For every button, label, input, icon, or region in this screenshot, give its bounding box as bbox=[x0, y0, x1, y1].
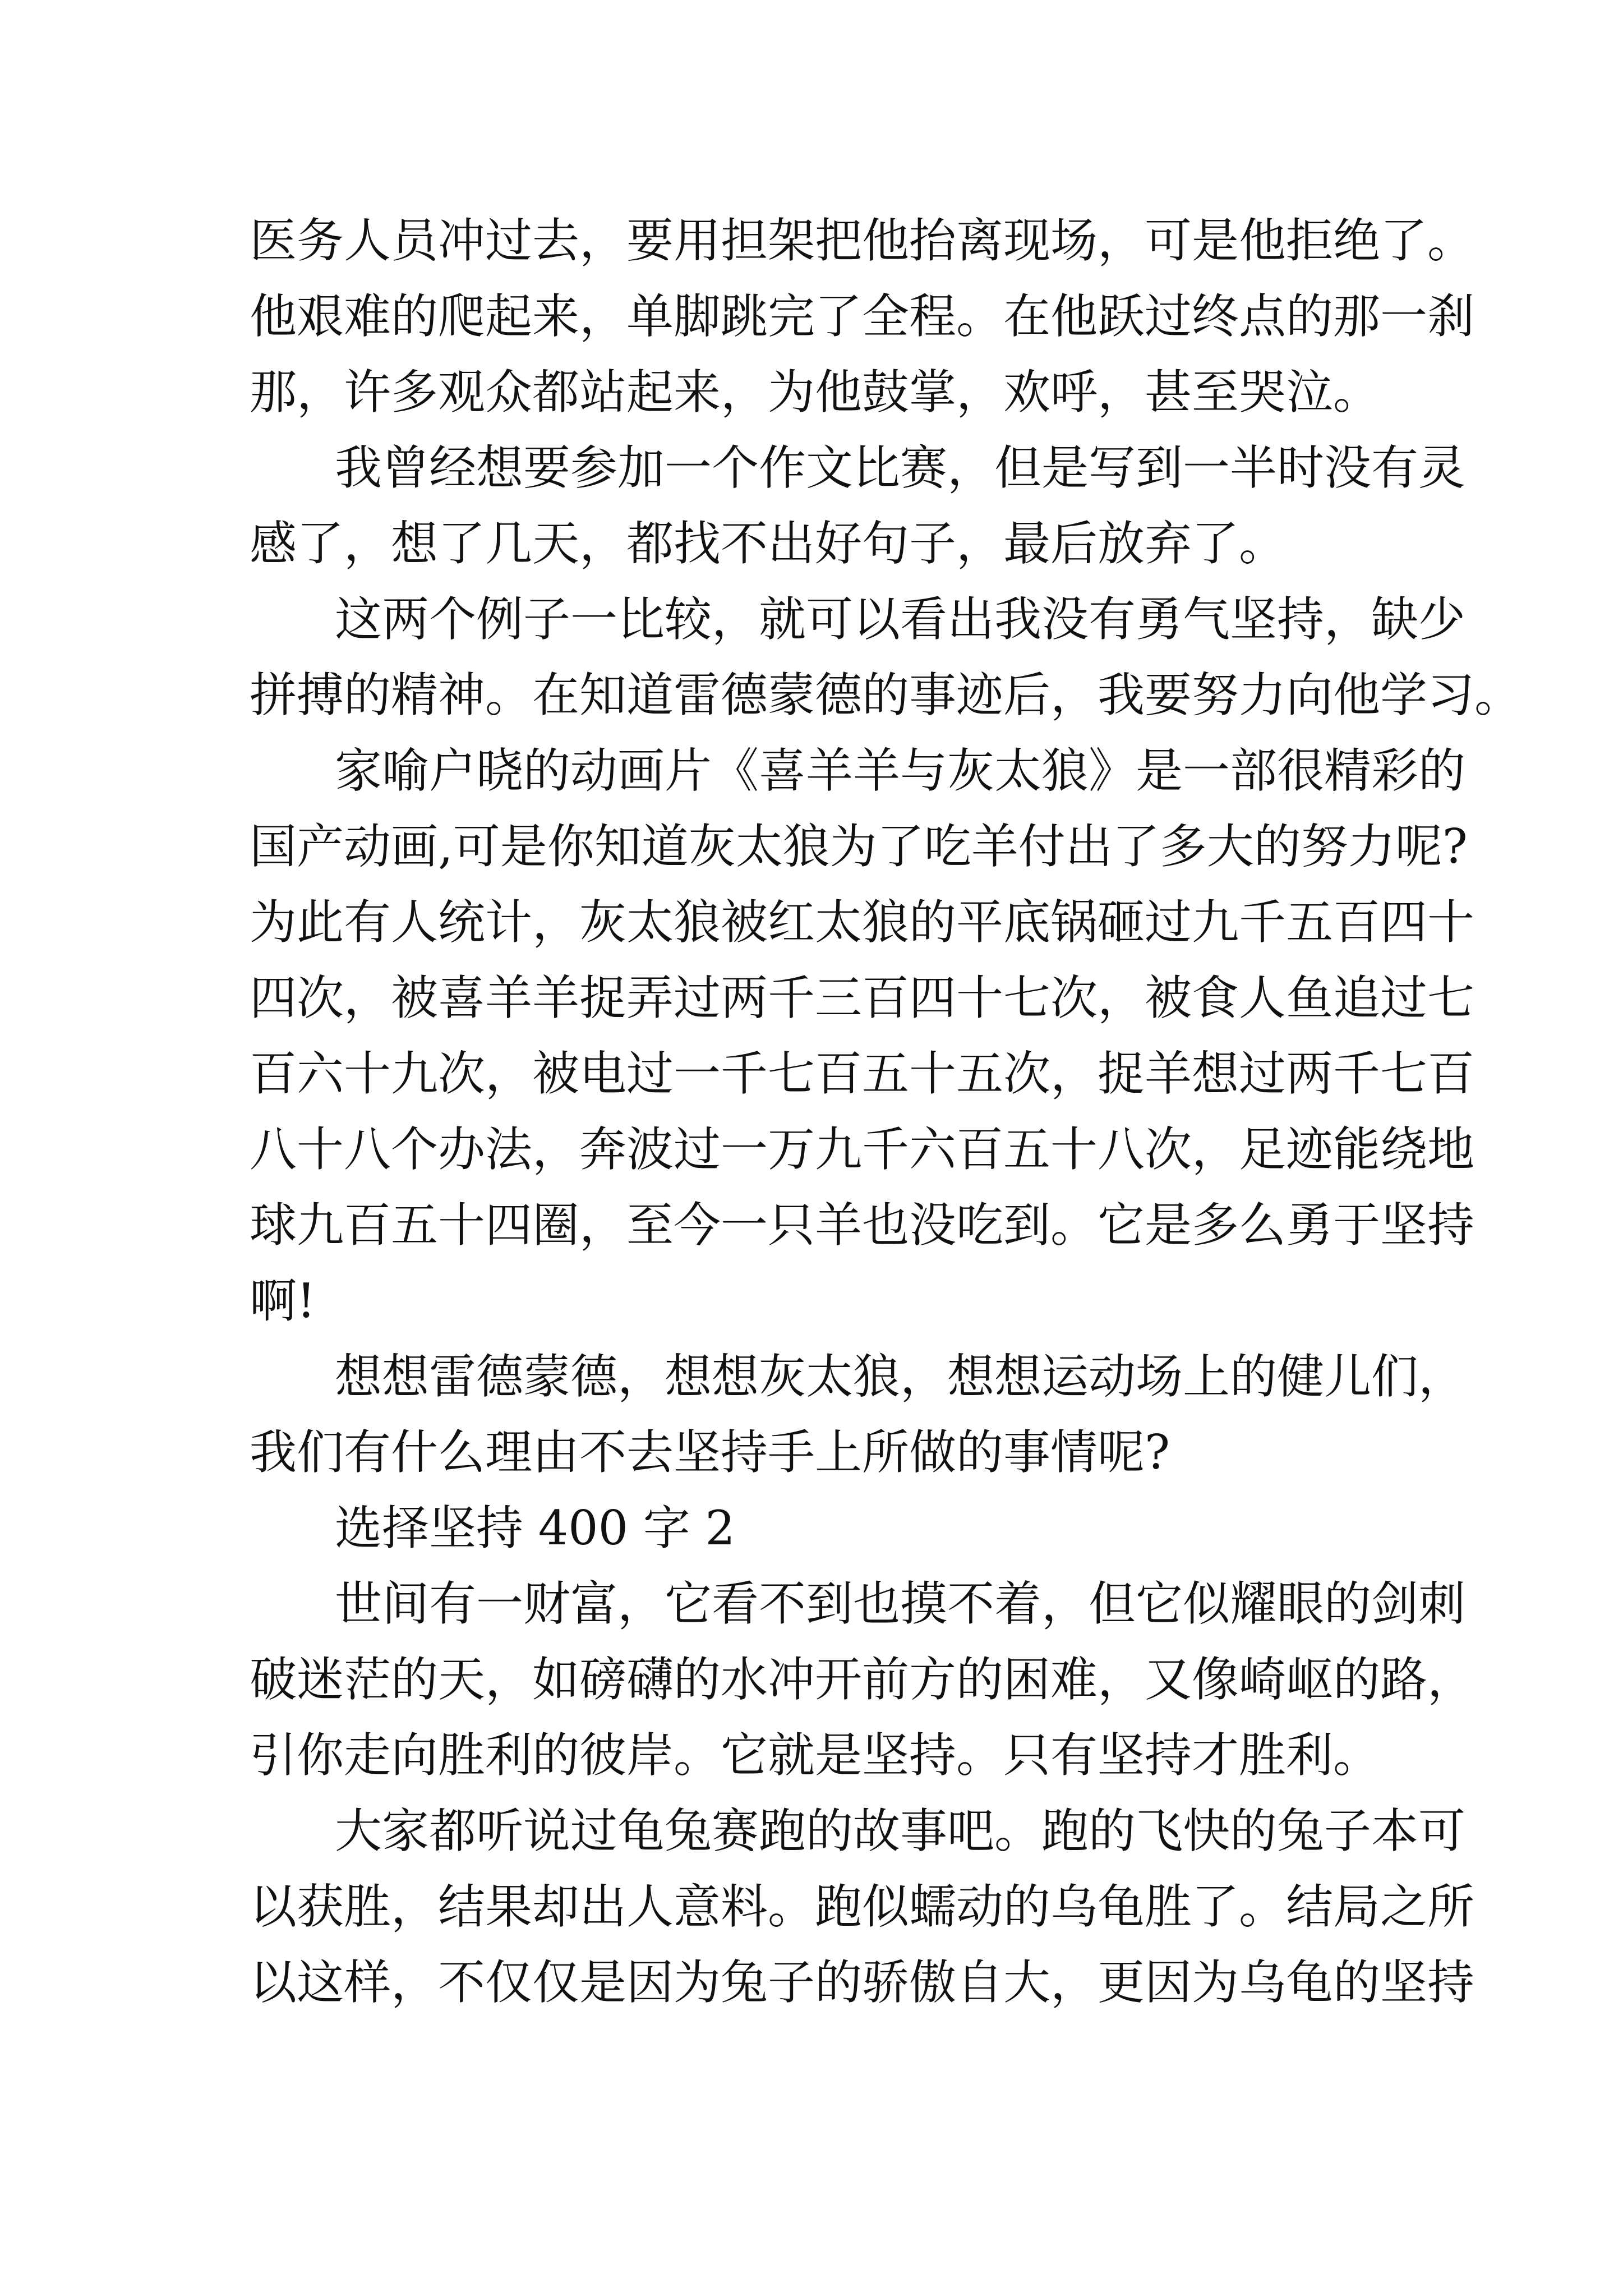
text-line: 四次，被喜羊羊捉弄过两千三百四十七次，被食人鱼追过七 bbox=[250, 970, 1475, 1025]
text-line: 以这样，不仅仅是因为兔子的骄傲自大，更因为乌龟的坚持 bbox=[250, 1955, 1475, 2010]
text-line: 球九百五十四圈，至今一只羊也没吃到。它是多么勇于坚持 bbox=[250, 1198, 1475, 1253]
text-line: 世间有一财富，它看不到也摸不着，但它似耀眼的剑刺 bbox=[335, 1576, 1466, 1631]
text-line: 拼搏的精神。在知道雷德蒙德的事迹后，我要努力向他学习。 bbox=[250, 668, 1522, 723]
text-line: 我们有什么理由不去坚持手上所做的事情呢? bbox=[250, 1425, 1170, 1480]
text-line: 我曾经想要参加一个作文比赛，但是写到一半时没有灵 bbox=[335, 440, 1466, 495]
text-line: 那，许多观众都站起来，为他鼓掌，欢呼，甚至哭泣。 bbox=[250, 365, 1381, 420]
text-line: 他艰难的爬起来，单脚跳完了全程。在他跃过终点的那一刹 bbox=[250, 289, 1475, 344]
text-line: 以获胜，结果却出人意料。跑似蠕动的乌龟胜了。结局之所 bbox=[250, 1879, 1475, 1934]
text-line: 百六十九次，被电过一千七百五十五次，捉羊想过两千七百 bbox=[250, 1046, 1475, 1101]
text-line: 国产动画,可是你知道灰太狼为了吃羊付出了多大的努力呢? bbox=[250, 819, 1468, 874]
text-line: 破迷茫的天，如磅礴的水冲开前方的困难，又像崎岖的路， bbox=[250, 1652, 1475, 1707]
text-line: 为此有人统计，灰太狼被红太狼的平底锅砸过九千五百四十 bbox=[250, 895, 1475, 950]
text-line: 大家都听说过龟兔赛跑的故事吧。跑的飞快的兔子本可 bbox=[335, 1803, 1466, 1858]
text-line: 这两个例子一比较，就可以看出我没有勇气坚持，缺少 bbox=[335, 592, 1466, 647]
text-line: 医务人员冲过去，要用担架把他抬离现场，可是他拒绝了。 bbox=[250, 213, 1475, 268]
text-line: 八十八个办法，奔波过一万九千六百五十八次，足迹能绕地 bbox=[250, 1122, 1475, 1177]
text-line: 啊! bbox=[250, 1273, 316, 1328]
text-line: 想想雷德蒙德，想想灰太狼，想想运动场上的健儿们， bbox=[335, 1349, 1466, 1404]
section-heading: 选择坚持 400 字 2 bbox=[335, 1501, 735, 1556]
text-line: 感了，想了几天，都找不出好句子，最后放弃了。 bbox=[250, 516, 1287, 571]
text-line: 引你走向胜利的彼岸。它就是坚持。只有坚持才胜利。 bbox=[250, 1728, 1381, 1783]
document-body bbox=[250, 203, 1522, 2021]
text-line: 家喻户晓的动画片《喜羊羊与灰太狼》是一部很精彩的 bbox=[335, 743, 1466, 798]
